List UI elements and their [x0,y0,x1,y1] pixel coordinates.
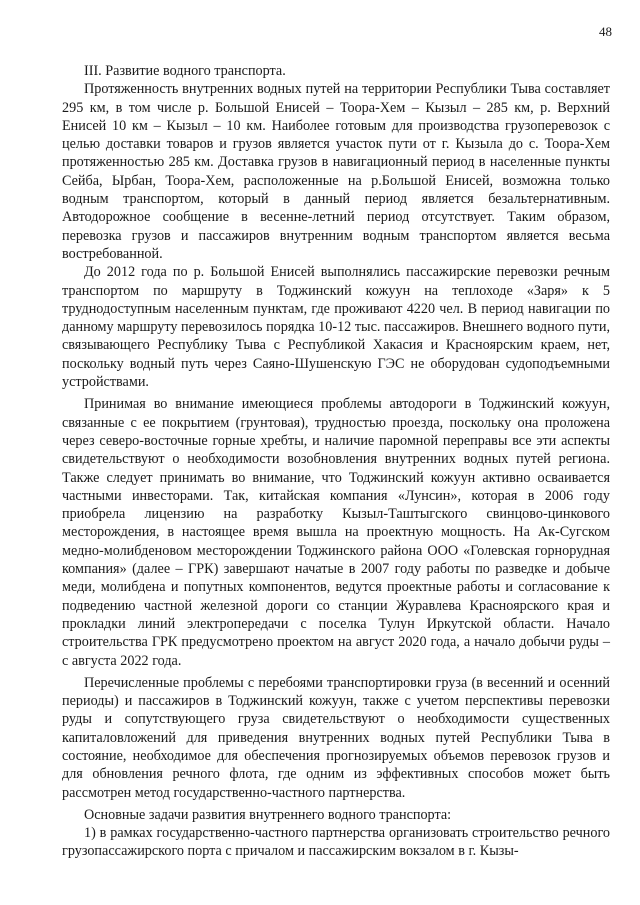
paragraph-main-tasks: Основные задачи развития внутреннего водного транспорта: [84,806,452,823]
paragraph-passenger-transport: До 2012 года по р. Большой Енисей выполнялись пассажирские перевозки речным транспортом по маршруту в Тоджинский кожуун на теплоходе «Заря» к 5 труднодоступным населенным пунктам, где проживают 4220 чел. В период навигации по данному маршруту перевозилось порядка 10-12 тыс. пассажиров. Внешнего водного пути, связывающего Республику Тыва с Республикой Хакасия и Красноярским краем, нет, поскольку водный путь через Саяно-Шушенскую ГЭС не оборудован судоподъемными устройствами. [62,264,610,391]
section-heading: III. Развитие водного транспорта. [84,63,286,79]
paragraph-waterways-length: Протяженность внутренних водных путей на территории Республики Тыва составляет 295 км, в том числе р. Большой Енисей – Тоора-Хем – Кызыл – 285 км, р. Верхний Енисей 10 км – Кызыл – 10 км. Наиболее готовым для производства грузоперевозок с целью доставки товаров и грузов является участок пути от г. Кызыла до с. Тоора-Хем протяженностью 285 км. Доставка грузов в навигационный период в населенные пункты Сейба, Ырбан, Тоора-Хем, расположенные на р.Большой Енисей, возможна только водным транспортом, который в данный период является безальтернативным. Автодорожное сообщение в весенне-летний период отсутствует. Таким образом, перевозка грузов и пассажиров внутренним водным транспортом является весьма востребованной. [62,81,610,262]
list-item-task-1: 1) в рамках государственно-частного партнерства организовать строительство речного грузопассажирского порта с причалом и пассажирским вокзалом в г. Кызы- [62,825,610,860]
paragraph-road-problems: Принимая во внимание имеющиеся проблемы автодороги в Тоджинский кожуун, связанные с ее покрытием (грунтовая), трудностью проезда, поскольку она проложена через северо-восточные горные хребты, и наличие паромной переправы все эти аспекты свидетельствуют о необходимости возобновления внутренних водных путей региона. Также следует принимать во внимание, что Тоджинский кожуун активно осваивается частными инвесторами. Так, китайская компания «Лунсин», которая в 2006 году приобрела лицензию на разработку Кызыл-Таштыгского свинцово-цинкового месторождения, в настоящее время вышла на проектную мощность. На Ак-Сугском медно-молибденовом месторождении Тоджинского района ООО «Голевская горнорудная компания» (далее – ГРК) завершают начатые в 2007 году работы по разведке и добыче меди, молибдена и попутных компонентов, ведутся проектные работы и согласование к подведению частной железной дороги со станции Журавлева Красноярского края и прокладки линий электропередачи с поселка Тулун Иркутской области. Начало строительства ГРК предусмотрено проектом на август 2020 года, а начало добычи руды – с августа 2022 года. [62,396,610,669]
document-body [62,62,610,861]
page-number: 48 [599,24,612,39]
paragraph-investment-need: Перечисленные проблемы с перебоями транспортировки груза (в весенний и осенний периоды) и пассажиров в Тоджинский кожуун, также с учетом перспективы перевозки руды и сопутствующего груза свидетельствуют о необходимости существенных капиталовложений для приведения внутренних водных путей Республики Тыва в состояние, необходимое для обеспечения прогнозируемых объемов перевозок грузов и для обновления речного флота, где одним из эффективных способов может быть рассмотрен метод государственно-частного партнерства. [62,674,610,801]
